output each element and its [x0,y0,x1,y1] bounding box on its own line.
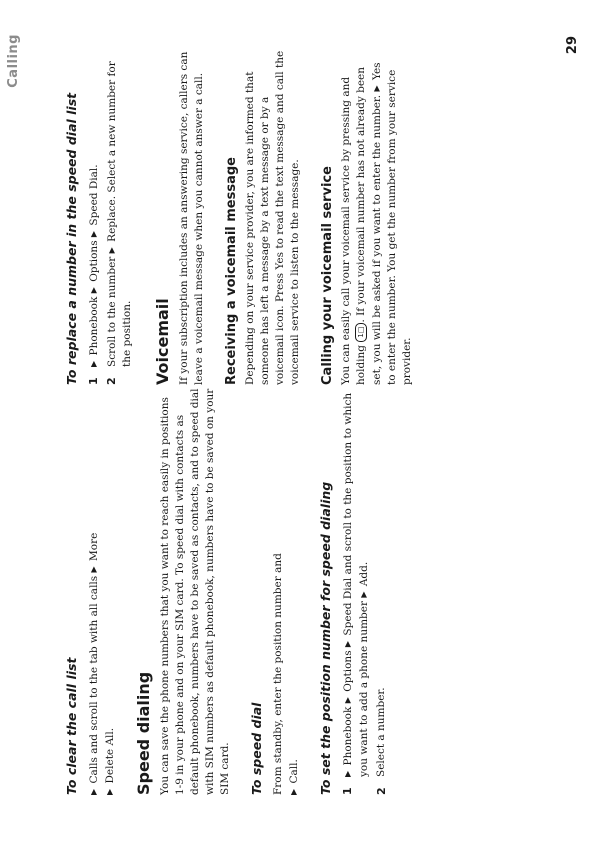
calling-text-after: to enter the number. You get the number from your service provider. [386,69,413,385]
menu-item-call: Call [288,762,300,784]
menu-item-speed-dial: Speed Dial [342,577,354,636]
clear-call-list-text: and scroll to the tab with all calls [88,575,100,754]
menu-item-options: Options [342,650,354,692]
speed-dialing-body: You can save the phone numbers that you want to reach easily in positions 1-9 in your phone and on your SIM card. To speed dial with contacts as default phonebook, numbers have to be saved as contacts, and to speed dial with SIM numbers as default phonebook, numbers have to be saved on your SIM card. [159,388,231,795]
step-text-body: Scroll to the number [106,256,118,367]
set-position-step-2 [374,387,389,795]
arrow-icon: ▶ [89,287,98,294]
calling-voicemail-heading: Calling your voicemail service [320,166,335,385]
receiving-text-before: Depending on your service provider, you are informed that someone has left a message by a text message or by a voicemail icon. Press [244,71,286,385]
receiving-text-after: to read the text message and call the voicemail service to listen to the message. [274,50,301,385]
clear-call-list-heading: To clear the call list [64,657,79,795]
replace-step-1 [86,50,102,385]
clear-call-list-line1 [86,387,102,795]
calling-text-middle: . If your voicemail number has not already been set, you will be asked if you want to enter the number. [355,66,383,385]
period: . [288,759,300,763]
menu-item-phonebook: Phonebook [342,706,354,766]
period: . [104,727,116,732]
menu-item-options: Options [88,240,100,282]
page-number: 29 [565,36,580,55]
voicemail-body: If your subscription includes an answering service, callers can leave a voicemail message when you cannot answer a call. [178,51,205,385]
step-text-body: and scroll to the position to which you want to add a phone number [342,392,370,777]
arrow-icon: ▶ [89,360,98,367]
speed-dialing-heading: Speed dialing [134,671,153,795]
period: . [358,561,370,566]
menu-item-replace: Replace [106,199,118,242]
step-number: 2 [105,377,118,385]
set-position-step-1 [340,387,372,795]
step-number: 1 [87,377,100,385]
calling-text-before: You can easily call your voicemail service by pressing and holding [340,76,367,385]
menu-item-more: More [88,532,100,561]
menu-item-delete-all: Delete All [104,731,116,784]
arrow-icon: ▶ [343,640,352,648]
arrow-icon: ▶ [289,788,298,795]
voicemail-key-icon: 1□ [355,323,367,342]
replace-number-heading: To replace a number in the speed dial list [64,92,79,385]
arrow-icon: ▶ [89,566,98,573]
step-text [340,387,372,777]
clear-call-list-line2 [102,387,118,795]
arrow-icon: ▶ [89,788,98,795]
left-column [64,387,391,795]
calling-voicemail-body [339,50,415,385]
set-position-heading: To set the position number for speed dialing [318,481,333,795]
step-number: 1 [341,787,354,795]
step-text [86,164,102,367]
to-speed-dial-body [271,387,302,795]
receiving-voicemail-body [243,50,303,385]
arrow-icon: ▶ [89,230,98,238]
arrow-icon: ▶ [343,770,352,777]
voicemail-heading: Voicemail [153,298,172,385]
menu-item-add: Add [358,565,370,587]
step-text [104,50,135,367]
step-text: Select a number. [375,687,387,777]
to-speed-dial-text: From standby, enter the position number and [272,553,284,795]
arrow-icon: ▶ [359,591,368,598]
arrow-icon: ▶ [107,247,116,254]
step-text-tail: . Select a new number for the position. [106,61,133,367]
replace-step-2 [104,50,135,385]
step-number: 2 [375,787,388,795]
menu-item-phonebook: Phonebook [88,296,100,356]
arrow-icon: ▶ [105,788,114,795]
period: . [88,164,100,168]
softkey-yes: Yes [371,62,383,81]
section-label: Calling [6,34,21,88]
menu-item-speed-dial: Speed Dial [88,167,100,226]
arrow-icon: ▶ [343,697,352,704]
menu-item-calls: Calls [88,757,100,784]
arrow-icon: ▶ [372,85,381,92]
right-column [64,50,415,385]
softkey-yes: Yes [274,251,286,270]
receiving-voicemail-heading: Receiving a voicemail message [224,157,239,385]
key-label: 1 [357,333,365,338]
to-speed-dial-heading: To speed dial [249,702,264,795]
